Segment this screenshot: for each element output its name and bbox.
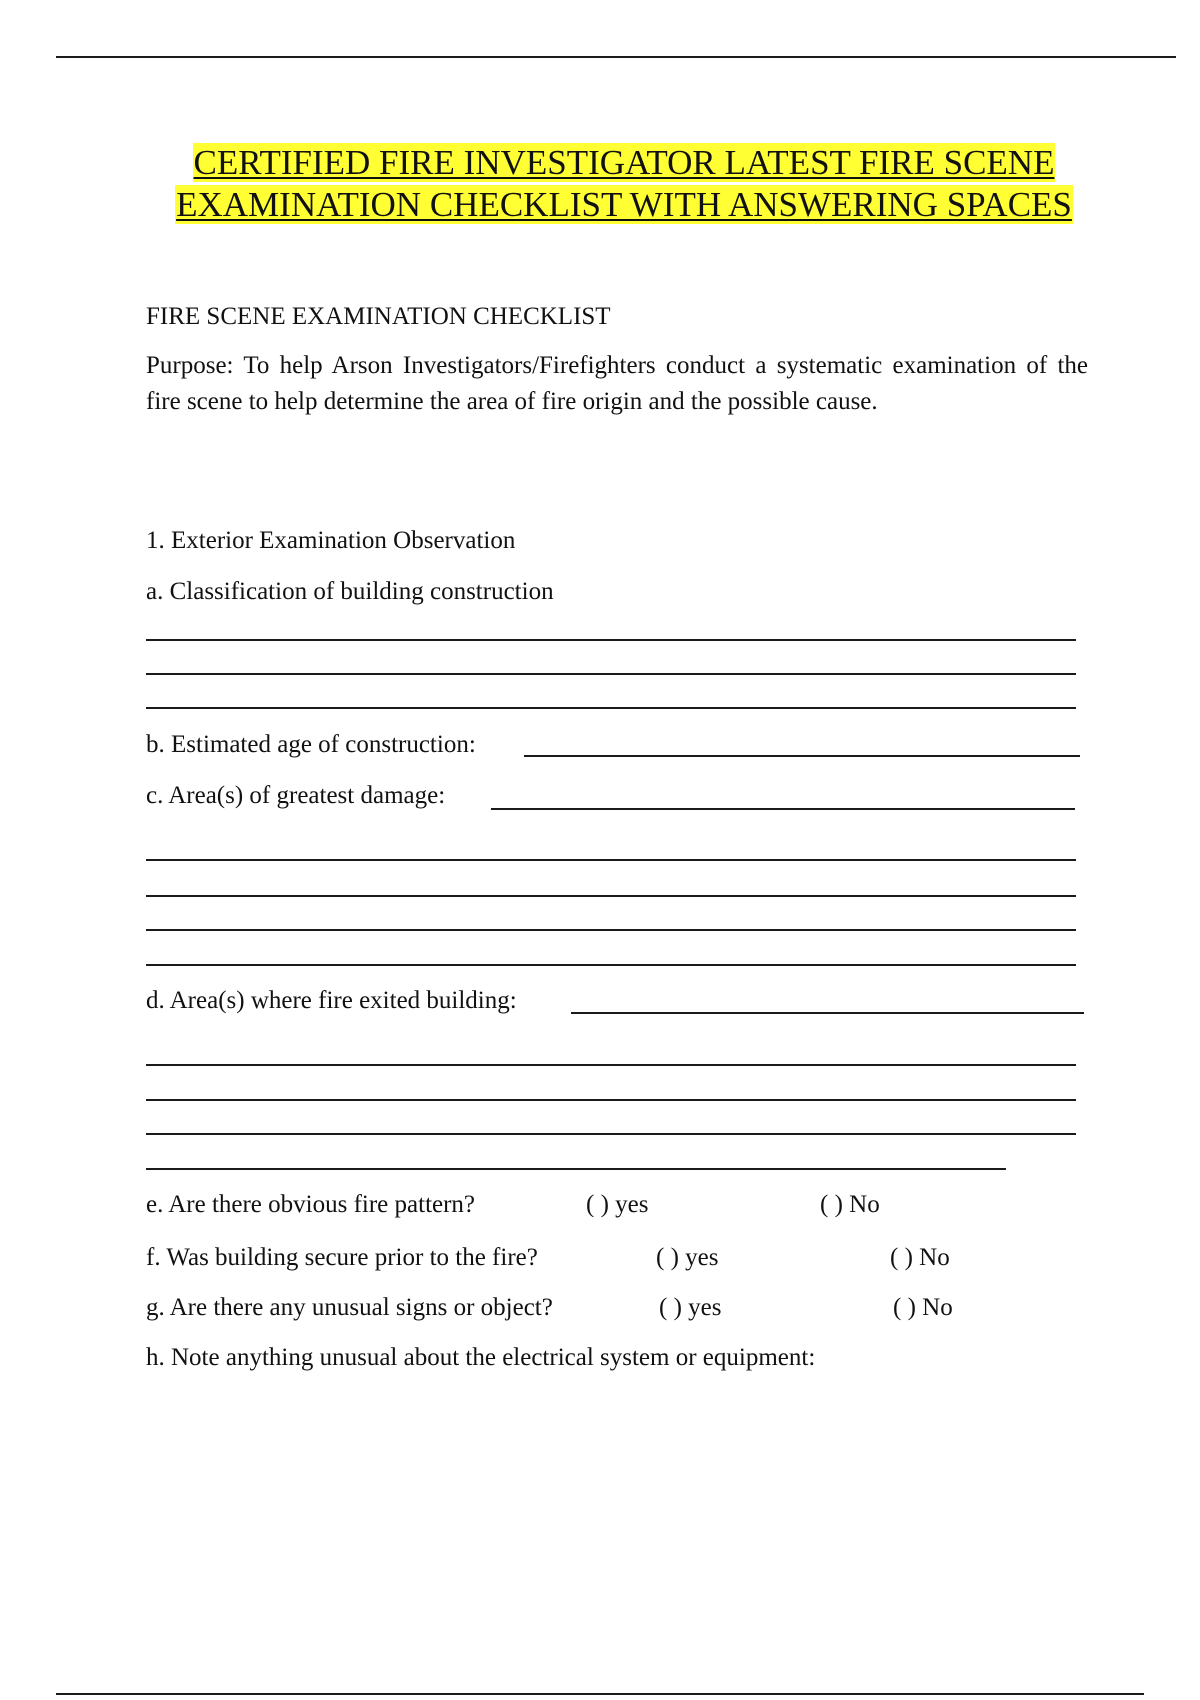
answer-line-d-1[interactable] xyxy=(146,1064,1076,1066)
item-g-yes-option[interactable]: ( ) yes xyxy=(659,1294,722,1321)
answer-line-c-inline[interactable] xyxy=(491,808,1075,810)
item-d-label: d. Area(s) where fire exited building: xyxy=(146,987,517,1014)
item-e-label: e. Are there obvious fire pattern? xyxy=(146,1191,476,1218)
answer-line-b[interactable] xyxy=(524,755,1080,757)
answer-line-c-4[interactable] xyxy=(146,964,1076,966)
item-g-no-option[interactable]: ( ) No xyxy=(893,1294,953,1321)
answer-line-c-2[interactable] xyxy=(146,895,1076,897)
item-a-label: a. Classification of building construction xyxy=(146,578,554,605)
item-b-label: b. Estimated age of construction: xyxy=(146,731,476,758)
answer-line-a-1[interactable] xyxy=(146,639,1076,641)
item-h-label: h. Note anything unusual about the electrical system or equipment: xyxy=(146,1344,816,1371)
bottom-rule xyxy=(56,1693,1144,1695)
answer-line-c-1[interactable] xyxy=(146,859,1076,861)
item-c-label: c. Area(s) of greatest damage: xyxy=(146,782,446,809)
document-title xyxy=(0,142,1200,226)
answer-line-c-3[interactable] xyxy=(146,929,1076,931)
title-line-1: CERTIFIED FIRE INVESTIGATOR LATEST FIRE SCENE xyxy=(193,143,1055,182)
item-e-no-option[interactable]: ( ) No xyxy=(820,1191,880,1218)
item-e-yes-option[interactable]: ( ) yes xyxy=(586,1191,649,1218)
answer-line-a-2[interactable] xyxy=(146,673,1076,675)
section-1-heading: 1. Exterior Examination Observation xyxy=(146,527,516,554)
checklist-heading: FIRE SCENE EXAMINATION CHECKLIST xyxy=(146,303,611,330)
top-rule xyxy=(56,56,1176,58)
purpose-paragraph: Purpose: To help Arson Investigators/Firefighters conduct a systematic examination of the fire scene to help determine the area of fire origin and the possible cause. xyxy=(146,352,1088,415)
item-g-label: g. Are there any unusual signs or object? xyxy=(146,1294,553,1321)
item-f-label: f. Was building secure prior to the fire? xyxy=(146,1244,538,1271)
item-f-no-option[interactable]: ( ) No xyxy=(890,1244,950,1271)
answer-line-d-3[interactable] xyxy=(146,1133,1076,1135)
answer-line-d-2[interactable] xyxy=(146,1099,1076,1101)
title-line-2: EXAMINATION CHECKLIST WITH ANSWERING SPACES xyxy=(176,185,1072,224)
answer-line-d-inline[interactable] xyxy=(571,1012,1084,1014)
answer-line-a-3[interactable] xyxy=(146,707,1076,709)
answer-line-d-4[interactable] xyxy=(146,1168,1006,1170)
item-f-yes-option[interactable]: ( ) yes xyxy=(656,1244,719,1271)
